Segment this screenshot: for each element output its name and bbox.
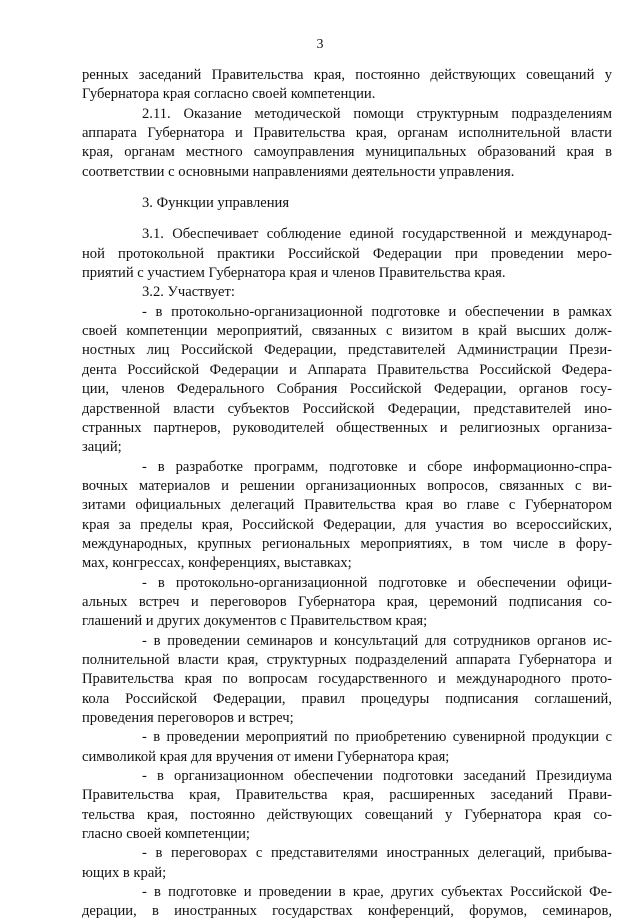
text-line: альных встреч и переговоров Губернатора края, церемоний подписания со- xyxy=(82,593,612,610)
list-item xyxy=(82,844,612,883)
text-line: проведения переговоров и встреч; xyxy=(82,710,294,726)
text-line: 2.11. Оказание методической помощи структурным подразделениям xyxy=(142,105,612,122)
list-item xyxy=(82,728,612,767)
text-line: - в протокольно-организационной подготовке и обеспечении офици- xyxy=(142,574,612,591)
text-line: - в подготовке и проведении в крае, других субъектах Российской Фе- xyxy=(142,884,612,901)
text-line: дента Российской Федерации и Аппарата Правительства Российской Федера- xyxy=(82,361,612,378)
text-line: Правительства края, Правительства края, расширенных заседаний Прави- xyxy=(82,787,612,804)
text-line: Губернатора края согласно своей компетенции. xyxy=(82,86,376,103)
paragraph-gap xyxy=(82,213,612,225)
text-line: странных партнеров, руководителей общественных и религиозных организа- xyxy=(82,419,612,436)
text-line: - в протокольно-организационной подготовке и обеспечении в рамках xyxy=(142,303,612,320)
list-item xyxy=(82,458,612,574)
list-item xyxy=(82,574,612,632)
text-line: 3.1. Обеспечивает соблюдение единой государственной и международ- xyxy=(142,226,612,243)
text-line: 3.2. Участвует: xyxy=(142,284,235,301)
paragraph-gap xyxy=(82,182,612,194)
document-body xyxy=(82,66,612,922)
text-line: глашений и других документов с Правительством края; xyxy=(82,613,428,630)
text-line: дерации, в иностранных государствах конференций, форумов, семинаров, xyxy=(82,903,612,920)
paragraph xyxy=(82,283,612,302)
text-line: 3. Функции управления xyxy=(142,195,290,212)
text-line: ющих в край; xyxy=(82,864,167,881)
paragraph xyxy=(82,225,612,283)
text-line: - в проведении семинаров и консультаций для сотрудников органов ис- xyxy=(142,632,612,649)
section-heading xyxy=(82,194,612,213)
text-line: мах, конгрессах, конференциях, выставках; xyxy=(82,555,352,572)
text-line: - в проведении мероприятий по приобретению сувенирной продукции с xyxy=(142,729,612,746)
text-line: края за пределы края, Российской Федерации, для участия во всероссийских, xyxy=(82,516,612,533)
text-line: - в переговорах с представителями иностранных делегаций, прибыва- xyxy=(142,845,612,862)
text-line: ной протокольной практики Российской Федерации при проведении меро- xyxy=(82,245,612,262)
text-line: Правительства края по вопросам государственного и международного прото- xyxy=(82,671,612,688)
list-item xyxy=(82,632,612,729)
page-number: 3 xyxy=(316,37,324,52)
text-line: символикой края для вручения от имени Губернатора края; xyxy=(82,748,450,765)
text-line: края, органам местного самоуправления муниципальных образований края в xyxy=(82,144,612,161)
text-line: кола Российской Федерации, правил процедуры подписания соглашений, xyxy=(82,690,612,707)
text-line: дарственной власти субъектов Российской Федерации, представителей ино- xyxy=(82,400,612,417)
text-line: аппарата Губернатора и Правительства края, органам исполнительной власти xyxy=(82,125,612,142)
text-line: ностных лиц Российской Федерации, представителей Администрации Прези- xyxy=(82,342,612,359)
text-line: соответствии с основными направлениями деятельности управления. xyxy=(82,163,515,180)
text-line: ции, членов Федерального Собрания Российской Федерации, органов госу- xyxy=(82,381,612,398)
text-line: вочных материалов и решении организационных вопросов, связанных с ви- xyxy=(82,477,612,494)
list-item xyxy=(82,767,612,844)
text-line: зитами официальных делегаций Правительства края во главе с Губернатором xyxy=(82,497,612,514)
text-line: полнительной власти края, структурных подразделений аппарата Губернатора и xyxy=(82,651,612,668)
text-line: заций; xyxy=(82,439,122,456)
text-line: своей компетенции мероприятий, связанных с визитом в край высших долж- xyxy=(82,323,612,340)
text-line: международных, крупных региональных мероприятиях, в том числе в фору- xyxy=(82,535,612,552)
text-line: - в разработке программ, подготовке и сборе информационно-спра- xyxy=(142,458,612,475)
text-line: ренных заседаний Правительства края, постоянно действующих совещаний у xyxy=(82,67,612,83)
list-item xyxy=(82,883,612,922)
text-line: тельства края, постоянно действующих совещаний у Губернатора края со- xyxy=(82,806,612,823)
text-line: приятий с участием Губернатора края и членов Правительства края. xyxy=(82,265,506,282)
text-line: - в организационном обеспечении подготовки заседаний Президиума xyxy=(142,768,612,785)
list-item xyxy=(82,303,612,458)
paragraph xyxy=(82,105,612,182)
text-line: гласно своей компетенции; xyxy=(82,826,250,843)
paragraph xyxy=(82,66,612,105)
